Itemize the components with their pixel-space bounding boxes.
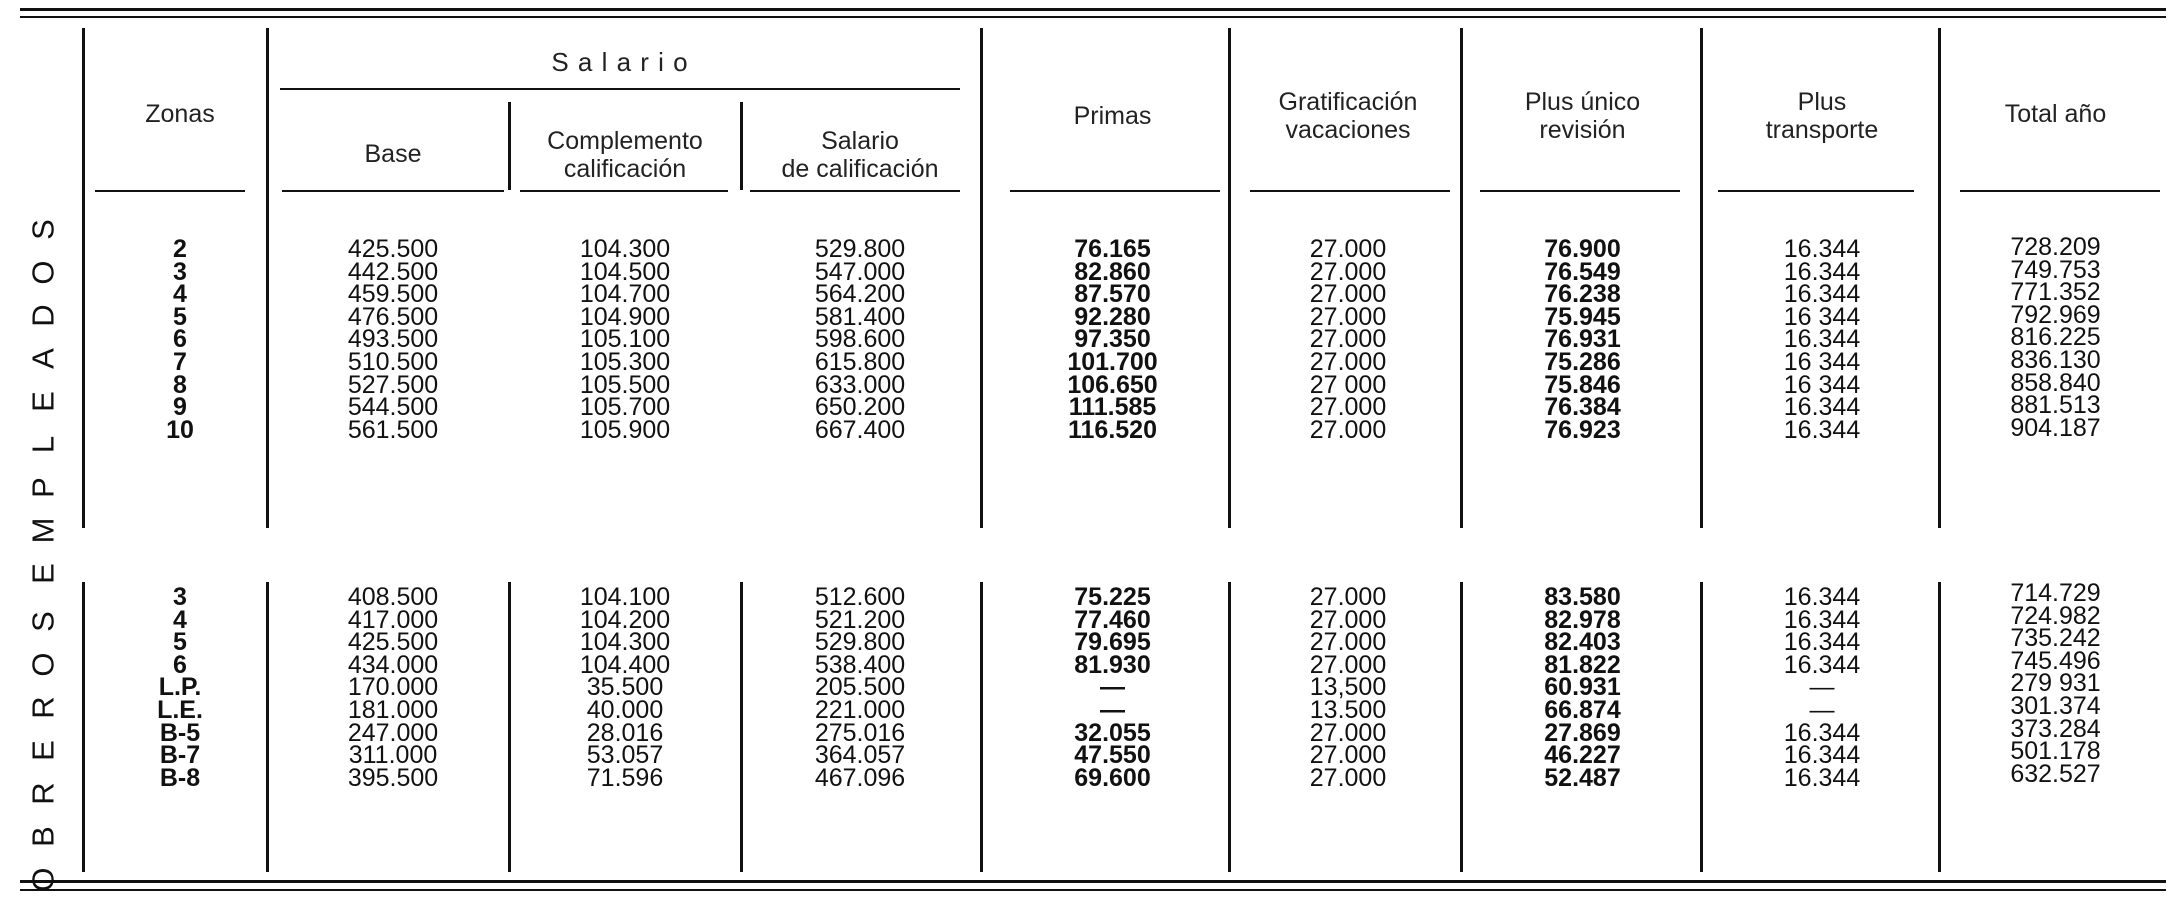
cell-salario: 564.200 xyxy=(814,280,906,309)
cell-total: 301.374 xyxy=(2010,691,2101,720)
cell-base: 510.500 xyxy=(347,347,439,376)
vsep-transp-total xyxy=(1938,28,1941,528)
cell-gratificacion: 27.000 xyxy=(1309,605,1387,634)
cell-zona: 10 xyxy=(166,415,194,444)
header-plus-unico xyxy=(1470,88,1695,144)
group-label-letter: O xyxy=(25,260,61,285)
cell-base: 442.500 xyxy=(347,257,439,286)
header-underline-gratificacion xyxy=(1250,190,1450,192)
cell-primas: 87.570 xyxy=(1074,280,1151,309)
cell-salario: 529.800 xyxy=(814,235,906,263)
vsep-header-left xyxy=(82,28,85,528)
bottom-rule-thin xyxy=(20,889,2166,891)
cell-complemento: 105.700 xyxy=(579,393,671,422)
cell-primas: 97.350 xyxy=(1074,325,1151,354)
header-total: Total año xyxy=(2004,100,2107,128)
cell-total: 632.527 xyxy=(2010,759,2101,788)
cell-total: 724.982 xyxy=(2010,601,2101,630)
col-primas-obreros xyxy=(1000,583,1225,792)
cell-gratificacion: 27.000 xyxy=(1309,650,1387,679)
header-complemento xyxy=(515,127,735,183)
cell-complemento: 104.300 xyxy=(579,235,671,263)
cell-salario: 615.800 xyxy=(814,347,906,376)
cell-base: 311.000 xyxy=(348,741,438,770)
header-underline-salario xyxy=(750,190,960,192)
cell-plus-unico: 52.487 xyxy=(1544,763,1621,792)
cell-gratificacion: 27.000 xyxy=(1309,763,1387,792)
cell-plus-transporte: 16.344 xyxy=(1783,280,1861,309)
vsep-salario-primas xyxy=(980,28,983,528)
cell-zona: B-8 xyxy=(159,763,201,792)
cell-complemento: 40.000 xyxy=(586,695,664,724)
cell-zona: 4 xyxy=(173,280,187,309)
cell-complemento: 28.016 xyxy=(586,718,664,747)
header-zonas: Zonas xyxy=(145,100,215,128)
cell-zona: 3 xyxy=(173,583,187,611)
cell-total: 714.729 xyxy=(2010,579,2101,607)
cell-plus-unico: 60.931 xyxy=(1544,673,1621,702)
cell-base: 544.500 xyxy=(347,393,439,422)
cell-zona: 7 xyxy=(173,347,187,376)
header-base: Base xyxy=(364,140,422,168)
cell-zona: 6 xyxy=(173,650,187,679)
cell-plus-unico: 27.869 xyxy=(1544,718,1621,747)
cell-base: 493.500 xyxy=(347,325,439,354)
col-plus-transporte-obreros xyxy=(1708,583,1936,792)
header-salario: S a l a r i o xyxy=(551,47,689,77)
header-underline-primas xyxy=(1010,190,1220,192)
group-label-letter: O xyxy=(25,867,61,892)
vsep-obreros-plus xyxy=(1700,582,1703,872)
cell-base: 417.000 xyxy=(347,605,439,634)
cell-gratificacion: 27.000 xyxy=(1309,302,1387,331)
cell-salario: 364.057 xyxy=(814,741,906,770)
cell-salario: 650.200 xyxy=(814,393,906,422)
cell-total: 792.969 xyxy=(2010,300,2101,329)
cell-plus-unico: 82.978 xyxy=(1544,605,1621,634)
cell-gratificacion: 27.000 xyxy=(1309,393,1387,422)
cell-base: 247.000 xyxy=(347,718,439,747)
cell-complemento: 105.500 xyxy=(579,370,671,399)
group-label-letter: S xyxy=(25,219,61,240)
cell-plus-unico: 83.580 xyxy=(1544,583,1621,611)
cell-plus-transporte: 16.344 xyxy=(1783,605,1861,634)
vsep-obreros-primas xyxy=(1228,582,1231,872)
cell-plus-unico: 46.227 xyxy=(1544,741,1621,770)
cell-gratificacion: 13.500 xyxy=(1309,695,1387,724)
cell-plus-unico: 75.286 xyxy=(1544,347,1621,376)
cell-total: 728.209 xyxy=(2010,233,2101,261)
cell-primas: 111.585 xyxy=(1068,393,1157,422)
cell-plus-transporte: 16.344 xyxy=(1783,257,1861,286)
cell-salario: 633.000 xyxy=(814,370,906,399)
cell-zona: 8 xyxy=(173,370,187,399)
cell-plus-transporte: 16.344 xyxy=(1783,628,1861,657)
cell-total: 858.840 xyxy=(2010,368,2101,397)
cell-gratificacion: 27.000 xyxy=(1309,280,1387,309)
cell-complemento: 104.200 xyxy=(579,605,671,634)
group-label-empleados xyxy=(18,208,68,595)
cell-primas: 79.695 xyxy=(1074,628,1151,657)
cell-zona: 3 xyxy=(173,257,187,286)
cell-complemento: 104.100 xyxy=(579,583,671,611)
cell-salario: 598.600 xyxy=(814,325,906,354)
cell-plus-unico: 75.945 xyxy=(1544,302,1621,331)
group-label-letter: S xyxy=(25,611,61,632)
header-gratificacion-line1: Gratificación xyxy=(1278,88,1418,116)
cell-salario: 205.500 xyxy=(814,673,906,702)
cell-plus-unico: 76.931 xyxy=(1544,325,1621,354)
cell-total: 771.352 xyxy=(2010,278,2101,307)
col-total-obreros xyxy=(1948,579,2163,788)
cell-salario: 547.000 xyxy=(814,257,906,286)
vsep-obreros-zonas xyxy=(266,582,269,872)
header-salario-calif-line2: de calificación xyxy=(781,155,939,183)
cell-plus-unico: 82.403 xyxy=(1544,628,1621,657)
cell-total: 816.225 xyxy=(2010,323,2101,352)
cell-primas: 77.460 xyxy=(1074,605,1151,634)
cell-salario: 581.400 xyxy=(814,302,906,331)
cell-complemento: 104.700 xyxy=(579,280,671,309)
header-complemento-line1: Complemento xyxy=(547,127,703,155)
cell-total: 836.130 xyxy=(2010,345,2101,374)
cell-gratificacion: 13,500 xyxy=(1309,673,1387,702)
col-plus-unico-obreros xyxy=(1470,583,1695,792)
cell-salario: 275.016 xyxy=(814,718,906,747)
header-underline-base xyxy=(282,190,504,192)
cell-total: 501.178 xyxy=(2010,737,2101,766)
salario-underline xyxy=(280,88,960,90)
cell-zona: B-5 xyxy=(159,718,201,747)
vsep-grat-plus xyxy=(1460,28,1463,528)
vsep-header-salario xyxy=(740,102,743,190)
cell-plus-unico: 66.874 xyxy=(1544,695,1621,724)
cell-plus-transporte: 16.344 xyxy=(1783,763,1861,792)
cell-plus-transporte: 16.344 xyxy=(1783,583,1861,611)
cell-complemento: 104.400 xyxy=(579,650,671,679)
header-underline-complemento xyxy=(520,190,728,192)
cell-total: 279 931 xyxy=(2010,669,2101,698)
col-primas-empleados xyxy=(1000,235,1225,444)
col-plus-transporte-empleados xyxy=(1708,235,1936,444)
col-base-empleados xyxy=(282,235,504,444)
vsep-header-complemento xyxy=(508,102,511,190)
cell-base: 181.000 xyxy=(347,695,439,724)
cell-primas: 47.550 xyxy=(1074,741,1151,770)
cell-zona: 9 xyxy=(173,393,187,422)
cell-plus-transporte: 16.344 xyxy=(1783,415,1861,444)
cell-primas: 101.700 xyxy=(1067,347,1158,376)
col-complemento-empleados xyxy=(515,235,735,444)
cell-base: 170.000 xyxy=(347,673,439,702)
cell-primas: 69.600 xyxy=(1074,763,1151,792)
vsep-obreros-transp xyxy=(1938,582,1941,872)
cell-gratificacion: 27.000 xyxy=(1309,741,1387,770)
cell-gratificacion: 27.000 xyxy=(1309,325,1387,354)
cell-salario: 467.096 xyxy=(814,763,906,792)
group-label-letter: O xyxy=(25,652,61,677)
header-salario-calif-line1: Salario xyxy=(821,127,899,155)
vsep-obreros-salario xyxy=(980,582,983,872)
cell-plus-transporte: — xyxy=(1809,673,1835,702)
cell-complemento: 35.500 xyxy=(586,673,664,702)
cell-plus-transporte: 16.344 xyxy=(1783,325,1861,354)
cell-plus-transporte: 16.344 xyxy=(1783,393,1861,422)
cell-zona: 4 xyxy=(173,605,187,634)
group-label-letter: R xyxy=(25,696,61,719)
col-zonas-obreros xyxy=(95,583,265,792)
group-label-letter: D xyxy=(25,304,61,327)
header-primas: Primas xyxy=(1073,102,1152,130)
cell-gratificacion: 27.000 xyxy=(1309,257,1387,286)
cell-total: 373.284 xyxy=(2010,714,2101,743)
cell-primas: — xyxy=(1100,673,1125,702)
cell-primas: 81.930 xyxy=(1074,650,1151,679)
cell-plus-transporte: 16.344 xyxy=(1783,650,1861,679)
cell-zona: L.E. xyxy=(157,695,203,724)
cell-gratificacion: 27.000 xyxy=(1309,718,1387,747)
header-underline-plus-transporte xyxy=(1718,190,1914,192)
cell-gratificacion: 27.000 xyxy=(1309,583,1387,611)
top-rule-thin xyxy=(20,16,2166,18)
header-underline-zonas xyxy=(95,190,245,192)
cell-zona: L.P. xyxy=(158,673,202,702)
header-underline-total xyxy=(1960,190,2160,192)
cell-complemento: 104.300 xyxy=(579,628,671,657)
vsep-primas-grat xyxy=(1228,28,1231,528)
cell-primas: 76.165 xyxy=(1074,235,1151,263)
header-plus-unico-line2: revisión xyxy=(1539,116,1626,144)
header-plus-unico-line1: Plus único xyxy=(1524,88,1641,116)
cell-complemento: 105.900 xyxy=(579,415,671,444)
cell-salario: 512.600 xyxy=(814,583,906,611)
cell-base: 527.500 xyxy=(347,370,439,399)
cell-complemento: 53.057 xyxy=(586,741,664,770)
vsep-obreros-grat xyxy=(1460,582,1463,872)
header-plus-transporte xyxy=(1708,88,1936,144)
cell-salario: 529.800 xyxy=(814,628,906,657)
cell-complemento: 71.596 xyxy=(586,763,664,792)
cell-total: 881.513 xyxy=(2010,391,2101,420)
group-label-letter: E xyxy=(25,391,61,412)
cell-base: 395.500 xyxy=(347,763,439,792)
col-gratificacion-empleados xyxy=(1238,235,1458,444)
cell-primas: 75.225 xyxy=(1074,583,1151,611)
cell-salario: 667.400 xyxy=(814,415,906,444)
header-gratificacion-line2: vacaciones xyxy=(1285,116,1411,144)
cell-plus-transporte: 16.344 xyxy=(1783,718,1861,747)
cell-total: 749.753 xyxy=(2010,255,2101,284)
cell-salario: 221.000 xyxy=(814,695,906,724)
header-salario-calificacion xyxy=(745,127,975,183)
group-label-letter: B xyxy=(25,826,61,847)
cell-gratificacion: 27.000 xyxy=(1309,347,1387,376)
cell-plus-unico: 76.549 xyxy=(1544,257,1621,286)
cell-zona: 6 xyxy=(173,325,187,354)
cell-complemento: 104.900 xyxy=(579,302,671,331)
group-label-letter: L xyxy=(25,435,61,454)
col-gratificacion-obreros xyxy=(1238,583,1458,792)
cell-plus-unico: 76.238 xyxy=(1544,280,1621,309)
cell-primas: 116.520 xyxy=(1068,415,1157,444)
cell-zona: 5 xyxy=(173,628,187,657)
cell-base: 476.500 xyxy=(347,302,439,331)
col-salario-empleados xyxy=(745,235,975,444)
header-gratificacion xyxy=(1238,88,1458,144)
header-plus-transporte-line1: Plus xyxy=(1797,88,1847,116)
cell-primas: — xyxy=(1100,695,1125,724)
cell-complemento: 104.500 xyxy=(579,257,671,286)
group-label-letter: P xyxy=(25,477,61,498)
cell-total: 745.496 xyxy=(2010,646,2101,675)
group-label-letter: E xyxy=(25,740,61,761)
cell-base: 434.000 xyxy=(347,650,439,679)
cell-total: 904.187 xyxy=(2010,413,2101,442)
cell-complemento: 105.100 xyxy=(579,325,671,354)
cell-base: 425.500 xyxy=(347,235,439,263)
header-complemento-line2: calificación xyxy=(563,155,687,183)
vsep-obreros-complemento xyxy=(740,582,743,872)
col-zonas-empleados xyxy=(95,235,265,444)
header-underline-plus-unico xyxy=(1480,190,1680,192)
group-label-letter: E xyxy=(25,563,61,584)
header-plus-transporte-line2: transporte xyxy=(1765,116,1879,144)
group-label-letter: M xyxy=(25,517,61,544)
vsep-header-zonas xyxy=(266,28,269,528)
cell-gratificacion: 27 000 xyxy=(1309,370,1387,399)
cell-zona: 5 xyxy=(173,302,187,331)
cell-zona: B-7 xyxy=(159,741,201,770)
cell-plus-transporte: 16.344 xyxy=(1783,741,1861,770)
cell-base: 408.500 xyxy=(347,583,439,611)
vsep-plus-transp xyxy=(1700,28,1703,528)
cell-gratificacion: 27.000 xyxy=(1309,415,1387,444)
top-rule-thick xyxy=(20,8,2166,11)
cell-plus-transporte: 16.344 xyxy=(1783,235,1861,263)
cell-plus-unico: 81.822 xyxy=(1544,650,1621,679)
cell-gratificacion: 27.000 xyxy=(1309,235,1387,263)
cell-primas: 32.055 xyxy=(1074,718,1151,747)
cell-base: 425.500 xyxy=(347,628,439,657)
cell-gratificacion: 27.000 xyxy=(1309,628,1387,657)
cell-total: 735.242 xyxy=(2010,624,2101,653)
cell-plus-unico: 75.846 xyxy=(1544,370,1621,399)
group-label-letter: R xyxy=(25,782,61,805)
cell-plus-unico: 76.900 xyxy=(1544,235,1621,263)
cell-plus-transporte: 16 344 xyxy=(1783,347,1861,376)
cell-primas: 82.860 xyxy=(1074,257,1151,286)
cell-zona: 2 xyxy=(173,235,187,263)
col-plus-unico-empleados xyxy=(1470,235,1695,444)
cell-plus-transporte: 16 344 xyxy=(1783,302,1861,331)
group-label-obreros xyxy=(18,600,68,901)
cell-plus-unico: 76.923 xyxy=(1544,415,1621,444)
cell-plus-transporte: — xyxy=(1809,695,1835,724)
cell-salario: 538.400 xyxy=(814,650,906,679)
col-salario-obreros xyxy=(745,583,975,792)
cell-primas: 106.650 xyxy=(1067,370,1158,399)
cell-primas: 92.280 xyxy=(1074,302,1151,331)
bottom-rule-thick xyxy=(20,880,2166,883)
cell-base: 459.500 xyxy=(347,280,439,309)
vsep-obreros-left xyxy=(82,582,85,872)
vsep-obreros-base xyxy=(508,582,511,872)
col-complemento-obreros xyxy=(515,583,735,792)
cell-salario: 521.200 xyxy=(814,605,906,634)
cell-plus-transporte: 16 344 xyxy=(1783,370,1861,399)
col-base-obreros xyxy=(282,583,504,792)
cell-base: 561.500 xyxy=(347,415,439,444)
group-label-letter: A xyxy=(25,348,61,369)
col-total-empleados xyxy=(1948,233,2163,442)
cell-complemento: 105.300 xyxy=(579,347,671,376)
cell-plus-unico: 76.384 xyxy=(1544,393,1621,422)
